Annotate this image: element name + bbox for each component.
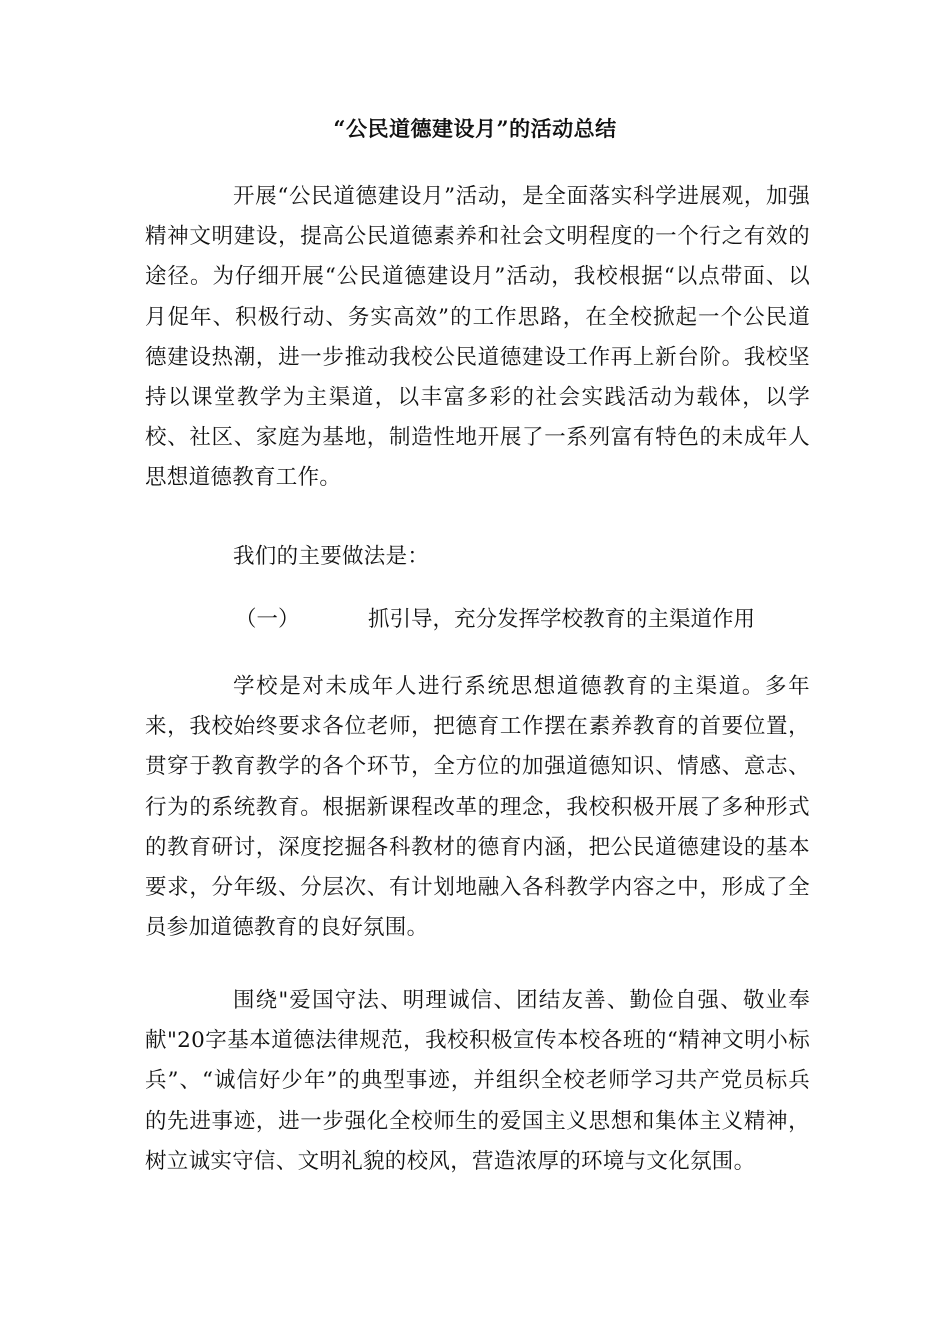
section-heading-number: （一）: [235, 607, 300, 632]
section-heading-text: 抓引导，充分发挥学校教育的主渠道作用: [368, 607, 756, 632]
section-heading: [145, 600, 810, 640]
school-education-paragraph: 学校是对未成年人进行系统思想道德教育的主渠道。多年来，我校始终要求各位老师，把德育工作摆在素养教育的首要位置，贯穿于教育教学的各个环节，全方位的加强道德知识、情感、意志、行为的系统教育。根据新课程改革的理念，我校积极开展了多种形式的教育研讨，深度挖掘各科教材的德育内涵，把公民道德建设的基本要求，分年级、分层次、有计划地融入各科教学内容之中，形成了全员参加道德教育的良好氛围。: [145, 674, 810, 941]
document-title: “公民道德建设月”的活动总结: [333, 116, 617, 141]
moral-norms-paragraph: 围绕"爱国守法、明理诚信、团结友善、勤俭自强、敬业奉献"20字基本道德法律规范，我校积极宣传本校各班的“精神文明小标兵”、“诚信好少年”的典型事迹，并组织全校老师学习共产党员标兵的先进事迹，进一步强化全校师生的爱国主义思想和集体主义精神，树立诚实守信、文明礼貌的校风，营造浓厚的环境与文化氛围。: [145, 988, 810, 1174]
main-methods-paragraph: 我们的主要做法是：: [233, 544, 430, 569]
intro-paragraph: 开展“公民道德建设月”活动，是全面落实科学进展观，加强精神文明建设，提高公民道德素养和社会文明程度的一个行之有效的途径。为仔细开展“公民道德建设月”活动，我校根据“以点带面、以月促年、积极行动、务实高效”的工作思路，在全校掀起一个公民道德建设热潮，进一步推动我校公民道德建设工作再上新台阶。我校坚持以课堂教学为主渠道，以丰富多彩的社会实践活动为载体，以学校、社区、家庭为基地，制造性地开展了一系列富有特色的未成年人思想道德教育工作。: [145, 184, 810, 491]
